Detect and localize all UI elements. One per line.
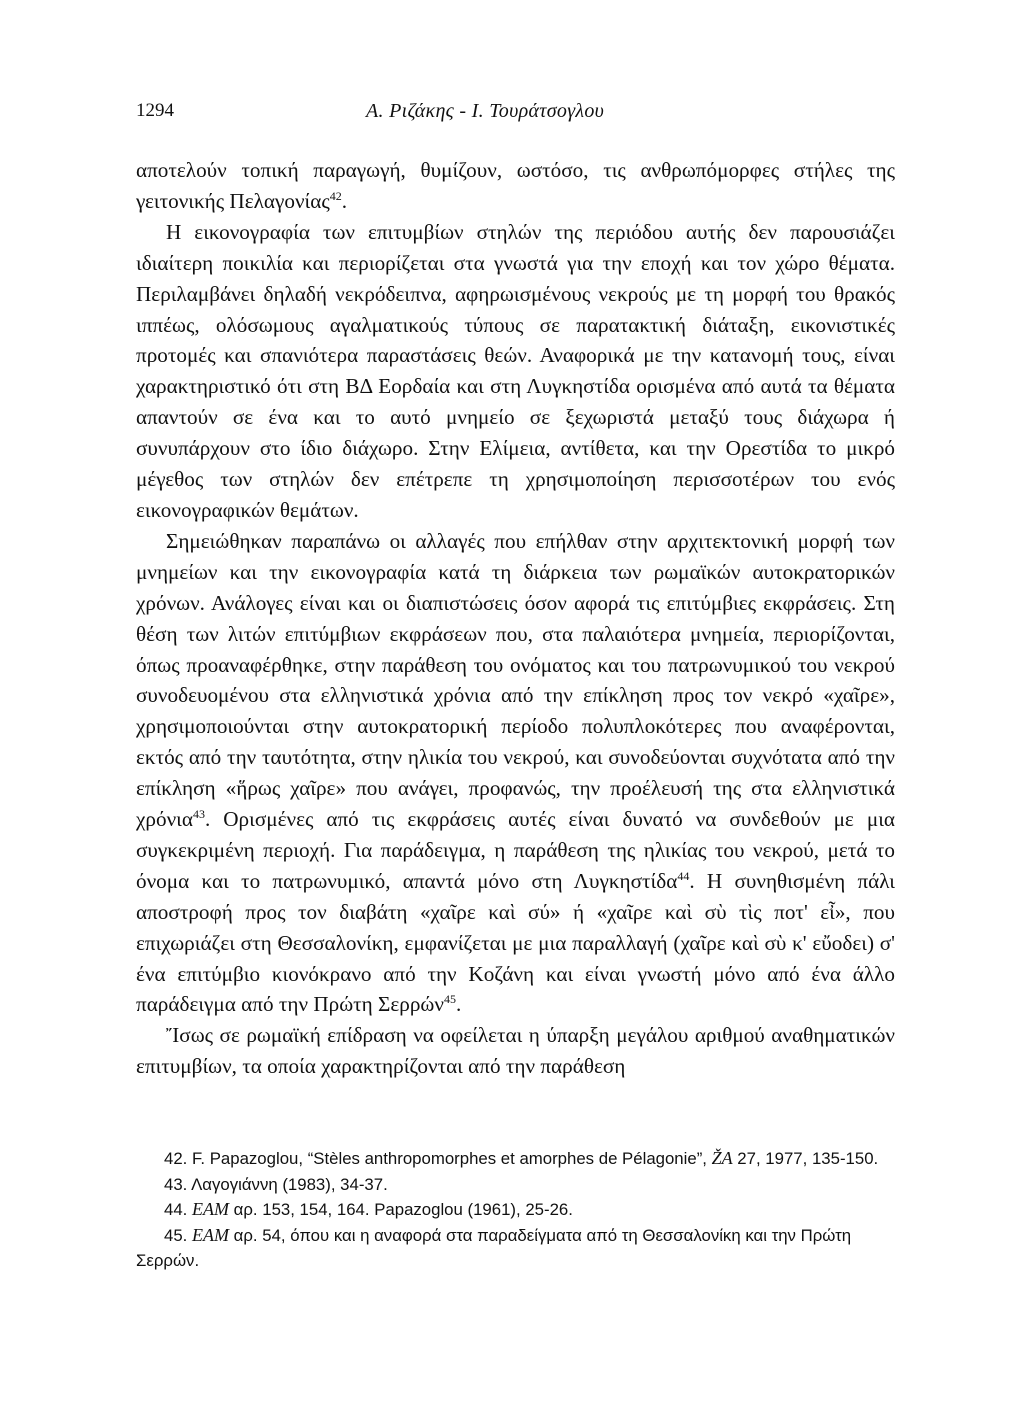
footnote-text: F. Papazoglou, “Stèles anthropomorphes et amorphes de Pélagonie”, [192, 1149, 712, 1168]
paragraph-1-tail: . [341, 188, 348, 213]
footnotes [136, 1146, 895, 1274]
paragraph-2: Η εικονογραφία των επιτυμβίων στηλών της περιόδου αυτής δεν παρουσιάζει ιδιαίτερη ποικιλία και περιορίζεται στα γνωστά για την εποχή και τον χώρο θέματα. Περιλαμβάνει δηλαδή νεκρόδειπνα, αφηρωισμένους νεκρούς με τη μορφή του θρακός ιππέως, ολόσωμους αγαλματικούς τύπους σε παρατακτική διάταξη, εικονιστικές προτομές και σπανιότερα παραστάσεις θεών. Αναφορικά με την κατανομή τους, είναι χαρακτηριστικό ότι στη ΒΔ Εορδαία και στη Λυγκηστίδα ορισμένα από αυτά τα θέματα απαντούν σε ένα και το αυτό μνημείο σε ξεχωριστά μεταξύ τους διάχωρα ή συνυπάρχουν στο ίδιο διάχωρο. Στην Ελίμεια, αντίθετα, και την Ορεστίδα το μικρό μέγεθος των στηλών δεν επέτρεπε τη χρησιμοποίηση περισσοτέρων του ενός εικονογραφικών θεμάτων. [136, 219, 895, 522]
paragraph-1 [136, 155, 895, 217]
main-text [136, 155, 895, 1082]
footnote-42 [136, 1146, 895, 1172]
footnote-italic: ΕΑΜ [192, 1224, 229, 1245]
footnote-text: αρ. 153, 154, 164. Papazoglou (1961), 25-26. [229, 1200, 573, 1219]
footnote-ref-44: 44 [677, 868, 690, 883]
page-number: 1294 [136, 100, 174, 121]
paragraph-3-seg-1: Σημειώθηκαν παραπάνω οι αλλαγές που επήλθαν στην αρχιτεκτονική μορφή των μνημείων και την εικονογραφία κατά τη διάρκεια των ρωμαϊκών αυτοκρατορικών χρόνων. Ανάλογες είναι και οι διαπιστώσεις όσον αφορά τις επιτύμβιες εκφράσεις. Στη θέση των λιτών επιτύμβιων εκφράσεων που, στα παλαιότερα μνημεία, περιορίζονται, όπως προαναφέρθηκε, στην παράθεση του ονόματος και του πατρωνυμικού του νεκρού συνοδευομένου στα ελληνιστικά χρόνια από την επίκληση προς τον νεκρό «χαῖρε», χρησιμοποιούνται στην αυτοκρατορική περίοδο πολυπλοκότερες που αναφέρονται, εκτός από την ταυτότητα, στην ηλικία του νεκρού, και συνοδεύονται συχνότατα από την επίκληση «ἥρως χαῖρε» που ανάγει, προφανώς, την προέλευσή της στα ελληνιστικά χρόνια [136, 528, 895, 832]
footnote-ref-43: 43 [192, 807, 205, 822]
footnote-44 [136, 1197, 895, 1223]
footnote-text: αρ. 54, όπου και η αναφορά στα παραδείγματα από τη Θεσσαλονίκη και την Πρώτη Σερρών. [136, 1225, 852, 1270]
footnote-ref-45: 45 [443, 992, 456, 1007]
footnote-italic: ŽA [711, 1148, 733, 1168]
running-head: Α. Ριζάκης - Ι. Τουράτσογλου [366, 100, 605, 122]
footnote-number: 42. [164, 1149, 188, 1168]
footnote-italic: ΕΑΜ [192, 1199, 229, 1219]
footnote-text: Λαγογιάννη (1983), 34-37. [191, 1174, 388, 1194]
footnote-ref-42: 42 [329, 188, 342, 203]
footnote-number: 44. [164, 1200, 188, 1219]
paragraph-4: Ἴσως σε ρωμαϊκή επίδραση να οφείλεται η ύπαρξη μεγάλου αριθμού αναθηματικών επιτυμβίων, τα οποία χαρακτηρίζονται από την παράθεση [136, 1023, 895, 1079]
page-header [136, 100, 896, 130]
paragraph-3 [136, 526, 895, 1021]
paragraph-3-seg-3: . Η συνηθισμένη πάλι αποστροφή προς τον διαβάτη «χαῖρε καὶ σύ» ή «χαῖρε καὶ σὺ τὶς ποτ' εἶ», που επιχωριάζει στη Θεσσαλονίκη, εμφανίζεται με μια παραλλαγή (χαῖρε καὶ σὺ κ' εὔοδει) σ' ένα επιτύμβιο κιονόκρανο από την Κοζάνη και είναι γνωστή μόνο από ένα άλλο παράδειγμα από την Πρώτη Σερρών [136, 868, 895, 1017]
footnote-43 [136, 1172, 895, 1198]
paragraph-3-seg-4: . [455, 992, 462, 1017]
footnote-text: 27, 1977, 135-150. [732, 1149, 879, 1168]
paragraph-1-text: αποτελούν τοπική παραγωγή, θυμίζουν, ωστόσο, τις ανθρωπόμορφες στήλες της γειτονικής Πελαγονίας [136, 158, 895, 213]
paragraph-3-seg-2: . Ορισμένες από τις εκφράσεις αυτές είναι δυνατό να συνδεθούν με μια συγκεκριμένη περιοχή. Για παράδειγμα, η παράθεση της ηλικίας του νεκρού, μετά το όνομα και το πατρωνυμικό, απαντά μόνο στη Λυγκηστίδα [136, 807, 895, 893]
footnote-number: 45. [164, 1225, 188, 1245]
footnote-number: 43. [164, 1174, 188, 1194]
footnote-45 [136, 1223, 895, 1274]
